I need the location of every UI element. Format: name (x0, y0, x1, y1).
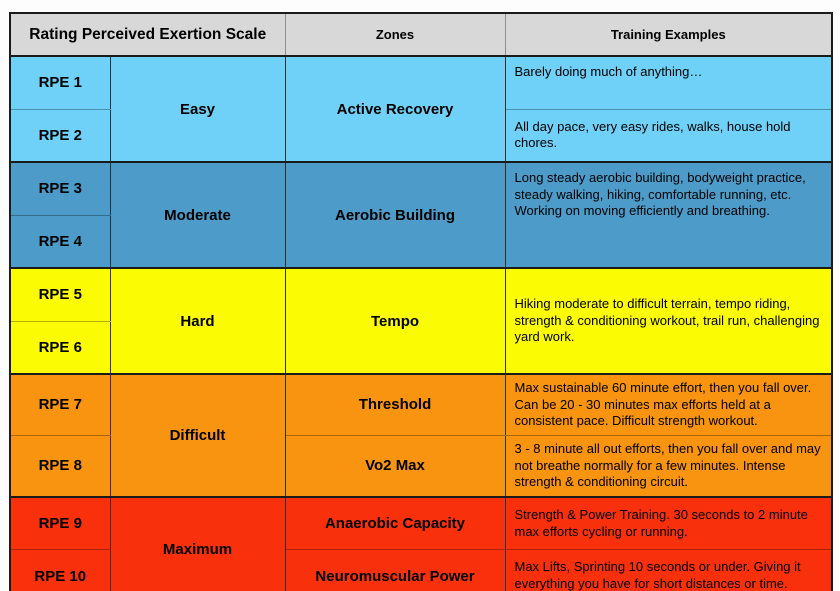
intensity-cell-hard: Hard (110, 268, 285, 374)
rpe-cell-3: RPE 3 (10, 162, 110, 215)
header-training-examples: Training Examples (505, 13, 832, 56)
table-row-rpe-3 (10, 162, 832, 215)
zone-cell-neuromuscular-power: Neuromuscular Power (285, 550, 505, 591)
zone-cell-anaerobic-capacity: Anaerobic Capacity (285, 497, 505, 550)
rpe-cell-1: RPE 1 (10, 56, 110, 109)
rpe-cell-6: RPE 6 (10, 321, 110, 374)
header-row (10, 13, 832, 56)
zone-cell-active-recovery: Active Recovery (285, 56, 505, 162)
zone-cell-aerobic-building: Aerobic Building (285, 162, 505, 268)
zone-cell-tempo: Tempo (285, 268, 505, 374)
intensity-cell-easy: Easy (110, 56, 285, 162)
header-zones: Zones (285, 13, 505, 56)
example-cell-rpe-2: All day pace, very easy rides, walks, house hold chores. (505, 109, 832, 162)
rpe-cell-4: RPE 4 (10, 215, 110, 268)
example-cell-rpe-10: Max Lifts, Sprinting 10 seconds or under. Giving it everything you have for short distances or time. (505, 550, 832, 591)
zone-cell-threshold: Threshold (285, 374, 505, 435)
example-cell-moderate: Long steady aerobic building, bodyweight practice, steady walking, hiking, comfortable running, etc. Working on moving efficiently and breathing. (505, 162, 832, 268)
table-row-rpe-5 (10, 268, 832, 321)
intensity-cell-difficult: Difficult (110, 374, 285, 497)
rpe-cell-7: RPE 7 (10, 374, 110, 435)
table-row-rpe-7 (10, 374, 832, 435)
table-row-rpe-1 (10, 56, 832, 109)
zone-cell-vo2-max: Vo2 Max (285, 435, 505, 496)
example-cell-rpe-1: Barely doing much of anything… (505, 56, 832, 109)
example-cell-rpe-9: Strength & Power Training. 30 seconds to 2 minute max efforts cycling or running. (505, 497, 832, 550)
rpe-table (9, 12, 833, 591)
rpe-cell-5: RPE 5 (10, 268, 110, 321)
table-row-rpe-9 (10, 497, 832, 550)
header-scale: Rating Perceived Exertion Scale (10, 13, 285, 56)
example-cell-rpe-8: 3 - 8 minute all out efforts, then you fall over and may not breathe normally for a few minutes. Intense strength & conditioning circuit. (505, 435, 832, 496)
intensity-cell-moderate: Moderate (110, 162, 285, 268)
rpe-cell-8: RPE 8 (10, 435, 110, 496)
rpe-cell-10: RPE 10 (10, 550, 110, 591)
table-header (10, 13, 832, 56)
intensity-cell-maximum: Maximum (110, 497, 285, 591)
example-cell-hard: Hiking moderate to difficult terrain, tempo riding, strength & conditioning workout, trail run, challenging yard work. (505, 268, 832, 374)
example-cell-rpe-7: Max sustainable 60 minute effort, then you fall over. Can be 20 - 30 minutes max efforts held at a consistent pace. Difficult strength workout. (505, 374, 832, 435)
rpe-cell-2: RPE 2 (10, 109, 110, 162)
rpe-cell-9: RPE 9 (10, 497, 110, 550)
